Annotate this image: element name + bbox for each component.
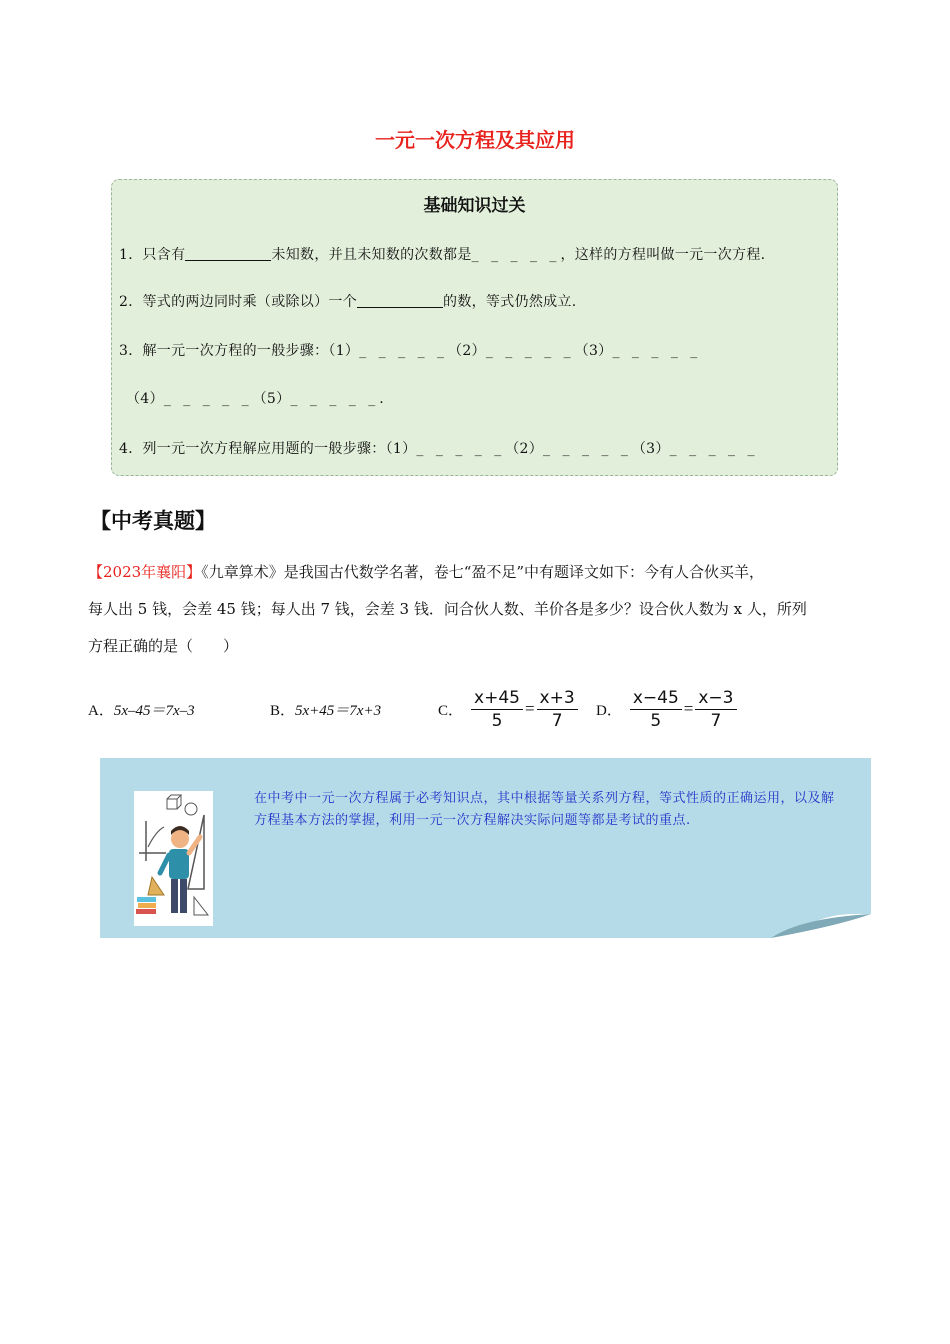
item-4-text-a: 4．列一元一次方程解应用题的一般步骤：（1）	[119, 441, 417, 457]
answer-options	[88, 683, 868, 735]
item-3-text-a: 3．解一元一次方程的一般步骤：（1）	[119, 343, 360, 359]
tip-note-box	[100, 758, 871, 938]
basics-box	[111, 179, 838, 476]
item-1-text-b: 未知数，并且未知数的次数都是	[271, 247, 472, 263]
basics-item-3-cont	[126, 388, 384, 408]
option-b-expr: 5x+45＝7x+3	[295, 702, 382, 719]
page-curl-icon	[771, 914, 871, 938]
denominator: 7	[551, 710, 563, 731]
equals-sign: =	[683, 699, 694, 718]
item-2-text-a: 2．等式的两边同时乘（或除以）一个	[119, 294, 358, 310]
answer-blank: _ _ _ _ _	[471, 247, 561, 263]
denominator: 5	[650, 710, 662, 731]
question-text-1: 《九章算术》是我国古代数学名著，卷七“盈不足”中有题译文如下：今有人合伙买羊，	[201, 563, 765, 581]
item-1-text-a: 1．只含有	[119, 247, 186, 263]
option-d-label: D．	[596, 702, 622, 719]
fraction	[695, 688, 736, 731]
item-2-text-b: 的数，等式仍然成立.	[443, 294, 577, 310]
numerator: x−45	[630, 688, 682, 710]
question-line-1	[88, 553, 868, 591]
answer-blank: _ _ _ _ _	[163, 391, 253, 407]
denominator: 7	[710, 710, 722, 731]
option-c-label: C．	[438, 702, 464, 719]
fraction	[537, 688, 578, 731]
basics-heading: 基础知识过关	[423, 196, 526, 216]
item-3-text-e: （5）	[252, 391, 291, 407]
question-line-2: 每人出 5 钱，会差 45 钱；每人出 7 钱，会差 3 钱．问合伙人数、羊价各是多少？设合伙人数为 x 人，所列	[88, 600, 807, 618]
item-4-text-b: （2）	[505, 441, 544, 457]
option-c[interactable]	[438, 683, 578, 735]
question-line-3: 方程正确的是（ ）	[88, 637, 239, 655]
answer-blank	[357, 293, 443, 308]
fraction	[471, 688, 523, 731]
answer-blank: _ _ _ _ _	[485, 343, 575, 359]
option-a[interactable]	[88, 683, 195, 735]
answer-blank: _ _ _ _ _	[359, 343, 449, 359]
item-4-text-c: （3）	[631, 441, 670, 457]
answer-blank	[185, 246, 271, 261]
section-heading: 【中考真题】	[90, 509, 216, 533]
question-source-tag: 【2023年襄阳】	[88, 563, 202, 581]
basics-item-1	[119, 244, 765, 264]
option-a-label: A．	[88, 702, 114, 719]
item-3-text-f: .	[379, 391, 385, 407]
numerator: x+45	[471, 688, 523, 710]
answer-blank: _ _ _ _ _	[612, 343, 702, 359]
answer-blank: _ _ _ _ _	[290, 391, 380, 407]
denominator: 5	[491, 710, 503, 731]
fraction	[630, 688, 682, 731]
teacher-illustration-icon	[134, 791, 213, 926]
page-title: 一元一次方程及其应用	[375, 128, 575, 152]
item-3-text-c: （3）	[574, 343, 613, 359]
answer-blank: _ _ _ _ _	[669, 441, 759, 457]
basics-item-3	[119, 340, 701, 360]
basics-item-2	[119, 291, 576, 311]
option-b-label: B．	[270, 702, 296, 719]
numerator: x+3	[537, 688, 578, 710]
option-d[interactable]	[596, 683, 737, 735]
answer-blank: _ _ _ _ _	[543, 441, 632, 457]
option-a-expr: 5x–45＝7x–3	[113, 702, 195, 719]
item-1-text-c: ，这样的方程叫做一元一次方程.	[560, 247, 766, 263]
item-3-text-d: （4）	[126, 391, 164, 407]
numerator: x−3	[695, 688, 736, 710]
item-3-text-b: （2）	[448, 343, 486, 359]
equals-sign: =	[524, 699, 535, 718]
basics-item-4	[119, 438, 758, 458]
option-b[interactable]	[270, 683, 381, 735]
answer-blank: _ _ _ _ _	[416, 441, 506, 457]
tip-note-text: 在中考中一元一次方程属于必考知识点，其中根据等量关系列方程，等式性质的正确运用，以及解方程基本方法的掌握，利用一元一次方程解决实际问题等都是考试的重点.	[254, 791, 835, 828]
